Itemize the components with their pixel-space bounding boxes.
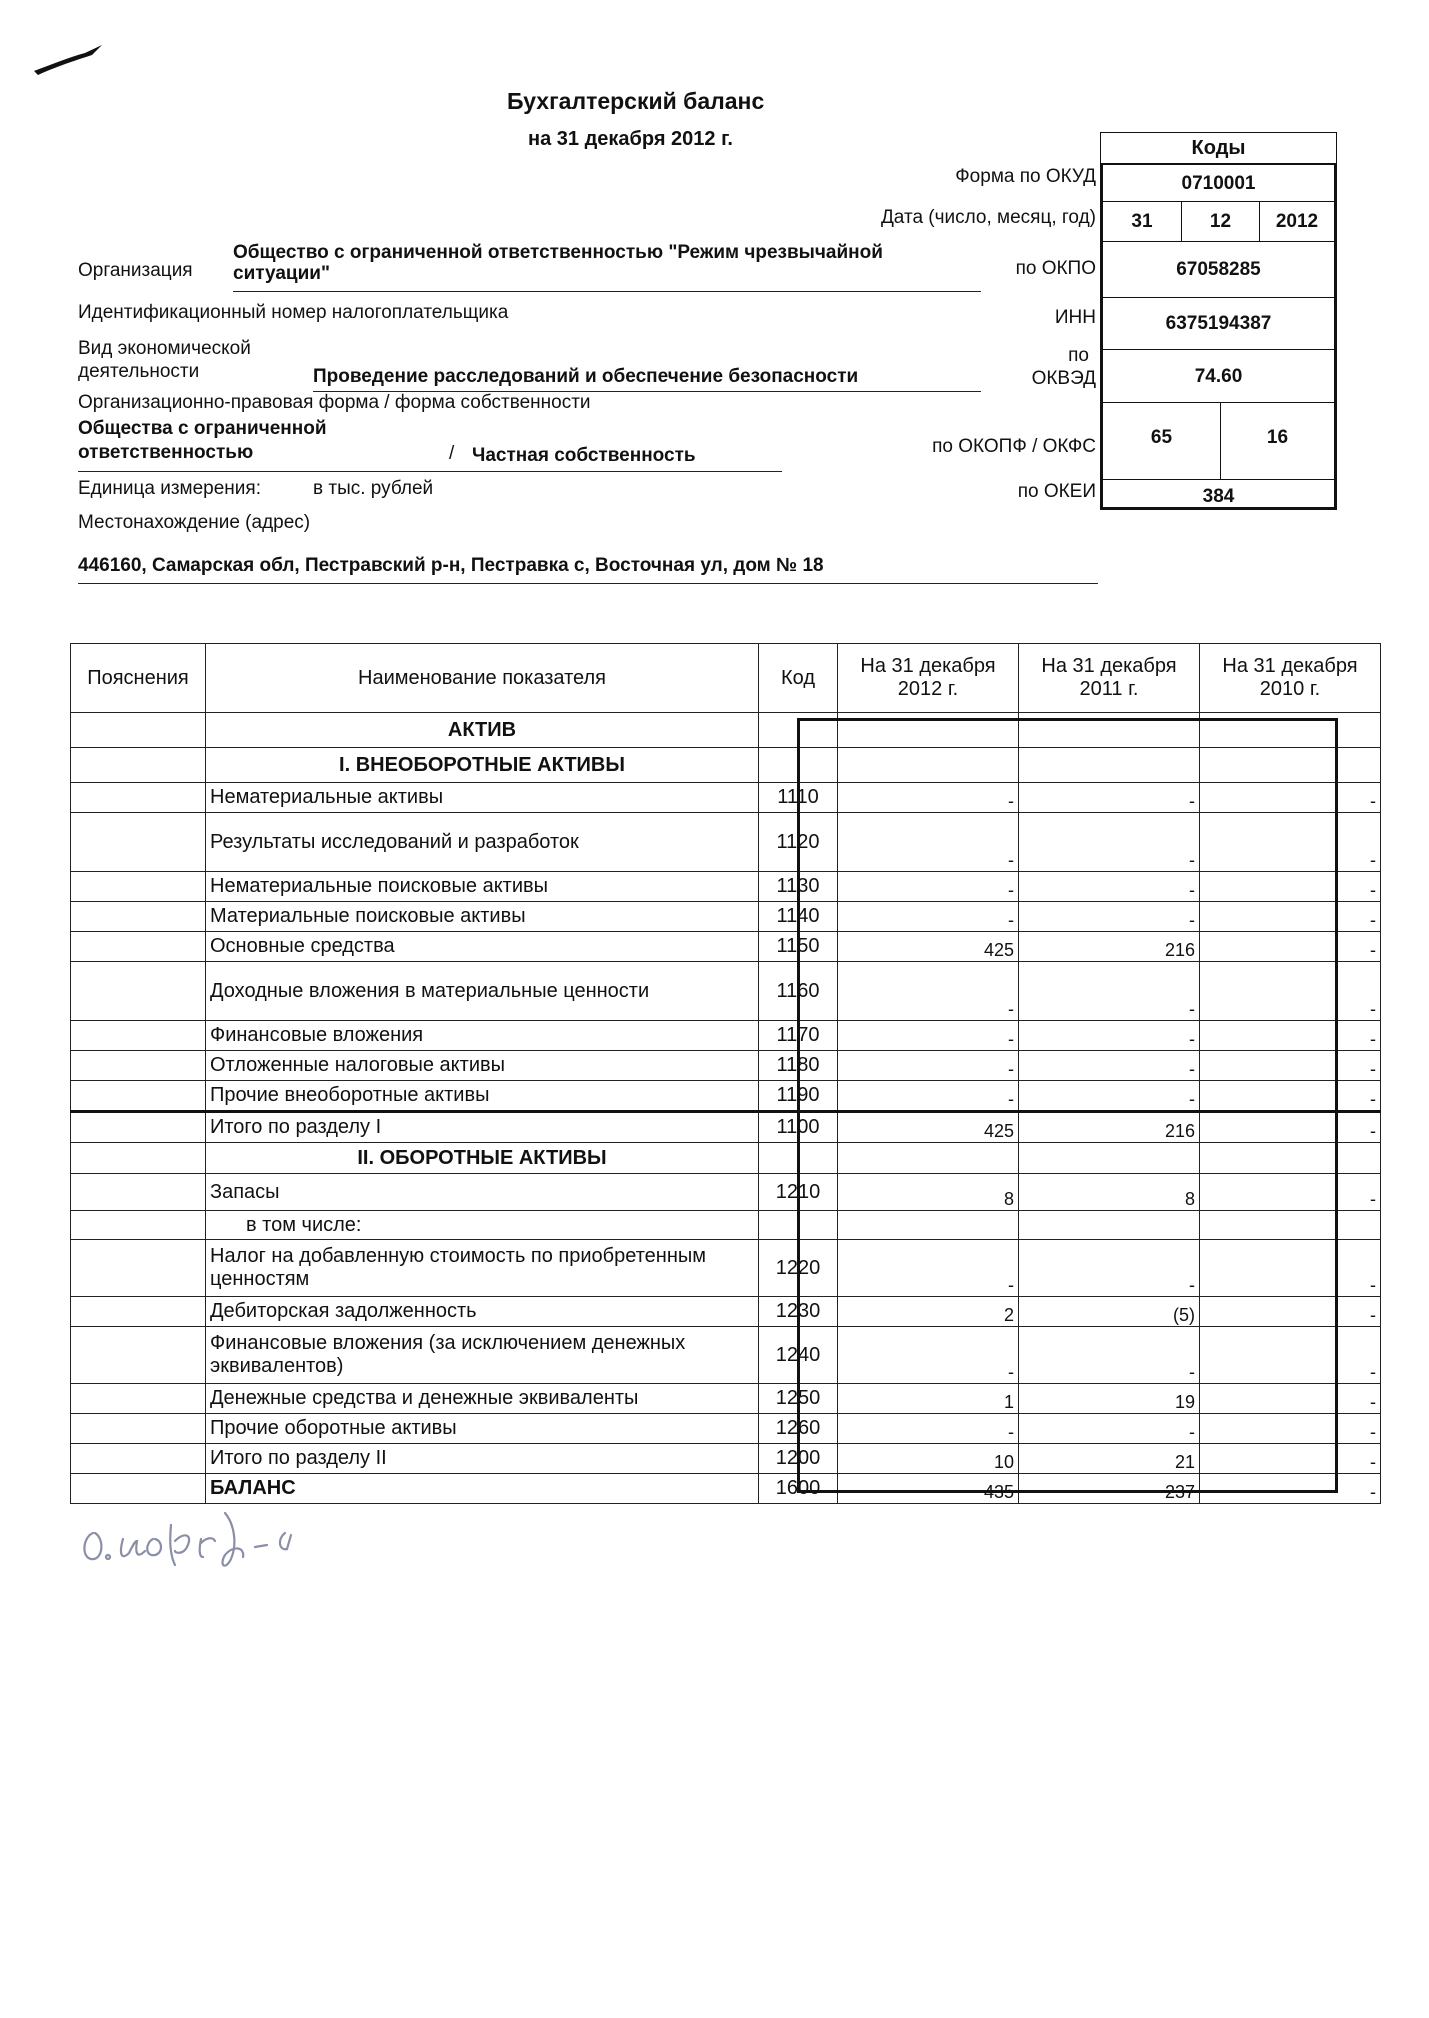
address-value: 446160, Самарская обл, Пестравский р-н, Пестравка с, Восточная ул, дом № 18 xyxy=(78,555,824,576)
value-2012: - xyxy=(838,902,1019,932)
value-cell xyxy=(1019,1143,1200,1174)
indicator-name: Прочие оборотные активы xyxy=(206,1414,759,1444)
value-2010: - xyxy=(1200,1384,1381,1414)
value-2011: - xyxy=(1019,1240,1200,1297)
value-2010: - xyxy=(1200,1327,1381,1384)
indicator-name: Итого по разделу II xyxy=(206,1444,759,1474)
legal-form-underline xyxy=(78,471,782,472)
indicator-code: 1130 xyxy=(759,872,838,902)
notes-cell xyxy=(71,813,206,872)
value-2010: - xyxy=(1200,962,1381,1021)
indicator-name: Прочие внеоборотные активы xyxy=(206,1081,759,1112)
address-label: Местонахождение (адрес) xyxy=(78,512,311,533)
table-row xyxy=(71,962,1381,1021)
value-2010: - xyxy=(1200,1297,1381,1327)
month-cell xyxy=(1181,202,1259,241)
value-2011: - xyxy=(1019,902,1200,932)
value-2012: - xyxy=(838,1021,1019,1051)
notes-cell xyxy=(71,962,206,1021)
unit-label: Единица измерения: xyxy=(78,478,261,499)
section-row xyxy=(71,748,1381,783)
value-2010: - xyxy=(1200,1474,1381,1504)
value-2010: - xyxy=(1200,1081,1381,1112)
table-row xyxy=(71,1211,1381,1240)
indicator-name: Отложенные налоговые активы xyxy=(206,1051,759,1081)
inn-long-label: Идентификационный номер налогоплательщика xyxy=(78,302,509,323)
value-2012: - xyxy=(838,962,1019,1021)
value-2010: - xyxy=(1200,1112,1381,1143)
indicator-code: 1200 xyxy=(759,1444,838,1474)
notes-cell xyxy=(71,1414,206,1444)
value-2011: 216 xyxy=(1019,1112,1200,1143)
handwritten-note xyxy=(75,1495,395,1585)
indicator-code xyxy=(759,713,838,748)
okei-value: 384 xyxy=(1202,486,1235,507)
okud-value: 0710001 xyxy=(1181,173,1256,194)
value-2010: - xyxy=(1200,783,1381,813)
value-2011: - xyxy=(1019,1327,1200,1384)
codes-box xyxy=(1100,132,1337,510)
okopf-label: по ОКОПФ / ОКФС xyxy=(932,436,1096,457)
notes-cell xyxy=(71,1143,206,1174)
value-2010: - xyxy=(1200,1021,1381,1051)
indicator-code: 1220 xyxy=(759,1240,838,1297)
value-2010: - xyxy=(1200,932,1381,962)
indicator-code: 1170 xyxy=(759,1021,838,1051)
header-code: Код xyxy=(759,644,838,713)
indicator-code: 1160 xyxy=(759,962,838,1021)
value-2010: - xyxy=(1200,1444,1381,1474)
value-cell xyxy=(838,713,1019,748)
aktiv-heading: АКТИВ xyxy=(206,713,759,748)
empty-cell xyxy=(71,1211,206,1240)
value-cell xyxy=(1200,1143,1381,1174)
notes-cell xyxy=(71,713,206,748)
okved-label-2: ОКВЭД xyxy=(1031,368,1096,389)
unit-value: в тыс. рублей xyxy=(313,478,434,499)
value-2011: 237 xyxy=(1019,1474,1200,1504)
table-row xyxy=(71,813,1381,872)
activity-label-2: деятельности xyxy=(78,361,200,382)
value-2012: - xyxy=(838,1051,1019,1081)
section-row xyxy=(71,713,1381,748)
codes-header: Коды xyxy=(1100,132,1337,164)
notes-cell xyxy=(71,1444,206,1474)
indicator-name: Нематериальные активы xyxy=(206,783,759,813)
notes-cell xyxy=(71,1021,206,1051)
okpo-cell xyxy=(1103,241,1334,297)
indicator-name: Финансовые вложения xyxy=(206,1021,759,1051)
indicator-code xyxy=(759,748,838,783)
value-2010: - xyxy=(1200,1051,1381,1081)
table-row xyxy=(71,932,1381,962)
okopf-okfs-cells xyxy=(1103,402,1334,479)
activity-label-1: Вид экономической xyxy=(78,338,251,359)
notes-cell xyxy=(71,1051,206,1081)
value-2010: - xyxy=(1200,902,1381,932)
empty-cell xyxy=(1019,1211,1200,1240)
empty-cell xyxy=(1200,1211,1381,1240)
value-2011: 8 xyxy=(1019,1174,1200,1211)
notes-cell xyxy=(71,783,206,813)
activity-value: Проведение расследований и обеспечение безопасности xyxy=(313,366,859,387)
section-row xyxy=(71,1143,1381,1174)
indicator-name: Основные средства xyxy=(206,932,759,962)
indicator-code xyxy=(759,1143,838,1174)
value-2011: - xyxy=(1019,962,1200,1021)
value-2012: - xyxy=(838,813,1019,872)
document-date: на 31 декабря 2012 г. xyxy=(528,128,733,150)
notes-cell xyxy=(71,1112,206,1143)
okpo-label: по ОКПО xyxy=(1015,258,1096,279)
value-cell xyxy=(838,748,1019,783)
value-2011: 19 xyxy=(1019,1384,1200,1414)
legal-form-slash: / xyxy=(449,443,455,464)
indicator-name: Денежные средства и денежные эквиваленты xyxy=(206,1384,759,1414)
okud-label: Форма по ОКУД xyxy=(955,166,1096,187)
value-2010: - xyxy=(1200,1414,1381,1444)
indicator-code: 1250 xyxy=(759,1384,838,1414)
notes-cell xyxy=(71,1384,206,1414)
value-2011: (5) xyxy=(1019,1297,1200,1327)
indicator-name: БАЛАНС xyxy=(206,1474,759,1504)
value-2012: 1 xyxy=(838,1384,1019,1414)
value-2010: - xyxy=(1200,813,1381,872)
pen-scribble xyxy=(30,35,110,80)
table-header-row xyxy=(71,644,1381,713)
notes-cell xyxy=(71,1174,206,1211)
document-title: Бухгалтерский баланс xyxy=(507,88,765,114)
table-row xyxy=(71,1240,1381,1297)
header-notes: Пояснения xyxy=(71,644,206,713)
value-2010: - xyxy=(1200,872,1381,902)
value-2011: - xyxy=(1019,783,1200,813)
okei-cell xyxy=(1103,479,1334,510)
indicator-name: Налог на добавленную стоимость по приобретенным ценностям xyxy=(206,1240,759,1297)
table-row xyxy=(71,783,1381,813)
value-2012: - xyxy=(838,1240,1019,1297)
value-2011: - xyxy=(1019,1081,1200,1112)
header-2012: На 31 декабря 2012 г. xyxy=(838,644,1019,713)
value-2012: - xyxy=(838,1414,1019,1444)
ownership-value: Частная собственность xyxy=(472,445,696,466)
indicator-name: Нематериальные поисковые активы xyxy=(206,872,759,902)
okved-cell xyxy=(1103,349,1334,402)
notes-cell xyxy=(71,1327,206,1384)
including-label: в том числе: xyxy=(206,1211,759,1240)
header-2010: На 31 декабря 2010 г. xyxy=(1200,644,1381,713)
value-2012: - xyxy=(838,1327,1019,1384)
day-cell xyxy=(1103,202,1181,241)
table-row xyxy=(71,1081,1381,1112)
indicator-code: 1600 xyxy=(759,1474,838,1504)
value-cell xyxy=(1019,713,1200,748)
header-indicator: Наименование показателя xyxy=(206,644,759,713)
inn-cell xyxy=(1103,297,1334,349)
indicator-name: Дебиторская задолженность xyxy=(206,1297,759,1327)
org-name-line-1: Общество с ограниченной ответственностью "Режим чрезвычайной xyxy=(233,242,883,263)
value-cell xyxy=(1200,748,1381,783)
year-value: 2012 xyxy=(1275,211,1319,232)
okfs-value: 16 xyxy=(1266,427,1289,448)
notes-cell xyxy=(71,902,206,932)
table-row xyxy=(71,872,1381,902)
value-cell xyxy=(1200,713,1381,748)
inn-value: 6375194387 xyxy=(1165,313,1272,334)
value-2011: 21 xyxy=(1019,1444,1200,1474)
legal-form-line-2: ответственностью xyxy=(78,442,254,463)
table-row xyxy=(71,1444,1381,1474)
year-cell xyxy=(1259,202,1334,241)
indicator-name: Материальные поисковые активы xyxy=(206,902,759,932)
notes-cell xyxy=(71,1081,206,1112)
indicator-code: 1150 xyxy=(759,932,838,962)
value-2011: - xyxy=(1019,813,1200,872)
balance-table xyxy=(70,643,1381,1504)
okopf-cell xyxy=(1103,403,1220,479)
indicator-code: 1140 xyxy=(759,902,838,932)
value-2012: 435 xyxy=(838,1474,1019,1504)
indicator-name: Финансовые вложения (за исключением денежных эквивалентов) xyxy=(206,1327,759,1384)
value-cell xyxy=(1019,748,1200,783)
okei-label: по ОКЕИ xyxy=(1017,481,1096,502)
section-2-heading: II. ОБОРОТНЫЕ АКТИВЫ xyxy=(206,1143,759,1174)
indicator-code: 1100 xyxy=(759,1112,838,1143)
notes-cell xyxy=(71,932,206,962)
indicator-name: Результаты исследований и разработок xyxy=(206,813,759,872)
indicator-code: 1180 xyxy=(759,1051,838,1081)
table-row xyxy=(71,1112,1381,1143)
value-2010: - xyxy=(1200,1174,1381,1211)
value-2011: - xyxy=(1019,1021,1200,1051)
month-value: 12 xyxy=(1209,211,1232,232)
notes-cell xyxy=(71,748,206,783)
indicator-name: Итого по разделу I xyxy=(206,1112,759,1143)
value-2011: 216 xyxy=(1019,932,1200,962)
value-2012: - xyxy=(838,1081,1019,1112)
org-label: Организация xyxy=(78,260,193,281)
table-row xyxy=(71,1021,1381,1051)
value-2011: - xyxy=(1019,1051,1200,1081)
table-row xyxy=(71,902,1381,932)
value-2012: - xyxy=(838,872,1019,902)
okved-value: 74.60 xyxy=(1194,366,1243,387)
indicator-code: 1240 xyxy=(759,1327,838,1384)
notes-cell xyxy=(71,1297,206,1327)
indicator-code: 1230 xyxy=(759,1297,838,1327)
table-row xyxy=(71,1414,1381,1444)
okud-cell xyxy=(1103,164,1334,201)
value-2010: - xyxy=(1200,1240,1381,1297)
value-2012: 425 xyxy=(838,932,1019,962)
address-underline xyxy=(78,583,1098,584)
empty-cell xyxy=(759,1211,838,1240)
okopf-value: 65 xyxy=(1150,427,1173,448)
section-1-heading: I. ВНЕОБОРОТНЫЕ АКТИВЫ xyxy=(206,748,759,783)
okpo-value: 67058285 xyxy=(1176,259,1261,280)
value-2012: 425 xyxy=(838,1112,1019,1143)
indicator-code: 1190 xyxy=(759,1081,838,1112)
indicator-code: 1110 xyxy=(759,783,838,813)
org-name-line-2: ситуации" xyxy=(233,263,330,284)
indicator-code: 1120 xyxy=(759,813,838,872)
value-2012: 2 xyxy=(838,1297,1019,1327)
date-cells xyxy=(1103,201,1334,241)
okved-label-1: по xyxy=(1068,345,1089,366)
value-2012: 10 xyxy=(838,1444,1019,1474)
indicator-name: Доходные вложения в материальные ценности xyxy=(206,962,759,1021)
table-row xyxy=(71,1174,1381,1211)
day-value: 31 xyxy=(1131,211,1153,232)
date-label: Дата (число, месяц, год) xyxy=(880,207,1096,228)
indicator-code: 1260 xyxy=(759,1414,838,1444)
legal-form-line-1: Общества с ограниченной xyxy=(78,418,327,439)
value-2012: - xyxy=(838,783,1019,813)
empty-cell xyxy=(838,1211,1019,1240)
value-cell xyxy=(838,1143,1019,1174)
table-row xyxy=(71,1384,1381,1414)
table-row xyxy=(71,1051,1381,1081)
value-2011: - xyxy=(1019,1414,1200,1444)
header-2011: На 31 декабря 2011 г. xyxy=(1019,644,1200,713)
org-underline xyxy=(233,291,981,292)
inn-code-label: ИНН xyxy=(1054,307,1096,328)
notes-cell xyxy=(71,1240,206,1297)
table-body xyxy=(71,713,1381,1504)
notes-cell xyxy=(71,872,206,902)
table-row xyxy=(71,1327,1381,1384)
indicator-code: 1210 xyxy=(759,1174,838,1211)
table-row xyxy=(71,1297,1381,1327)
indicator-name: Запасы xyxy=(206,1174,759,1211)
okfs-cell xyxy=(1220,403,1334,479)
value-2011: - xyxy=(1019,872,1200,902)
legal-form-label: Организационно-правовая форма / форма собственности xyxy=(78,392,591,413)
value-2012: 8 xyxy=(838,1174,1019,1211)
